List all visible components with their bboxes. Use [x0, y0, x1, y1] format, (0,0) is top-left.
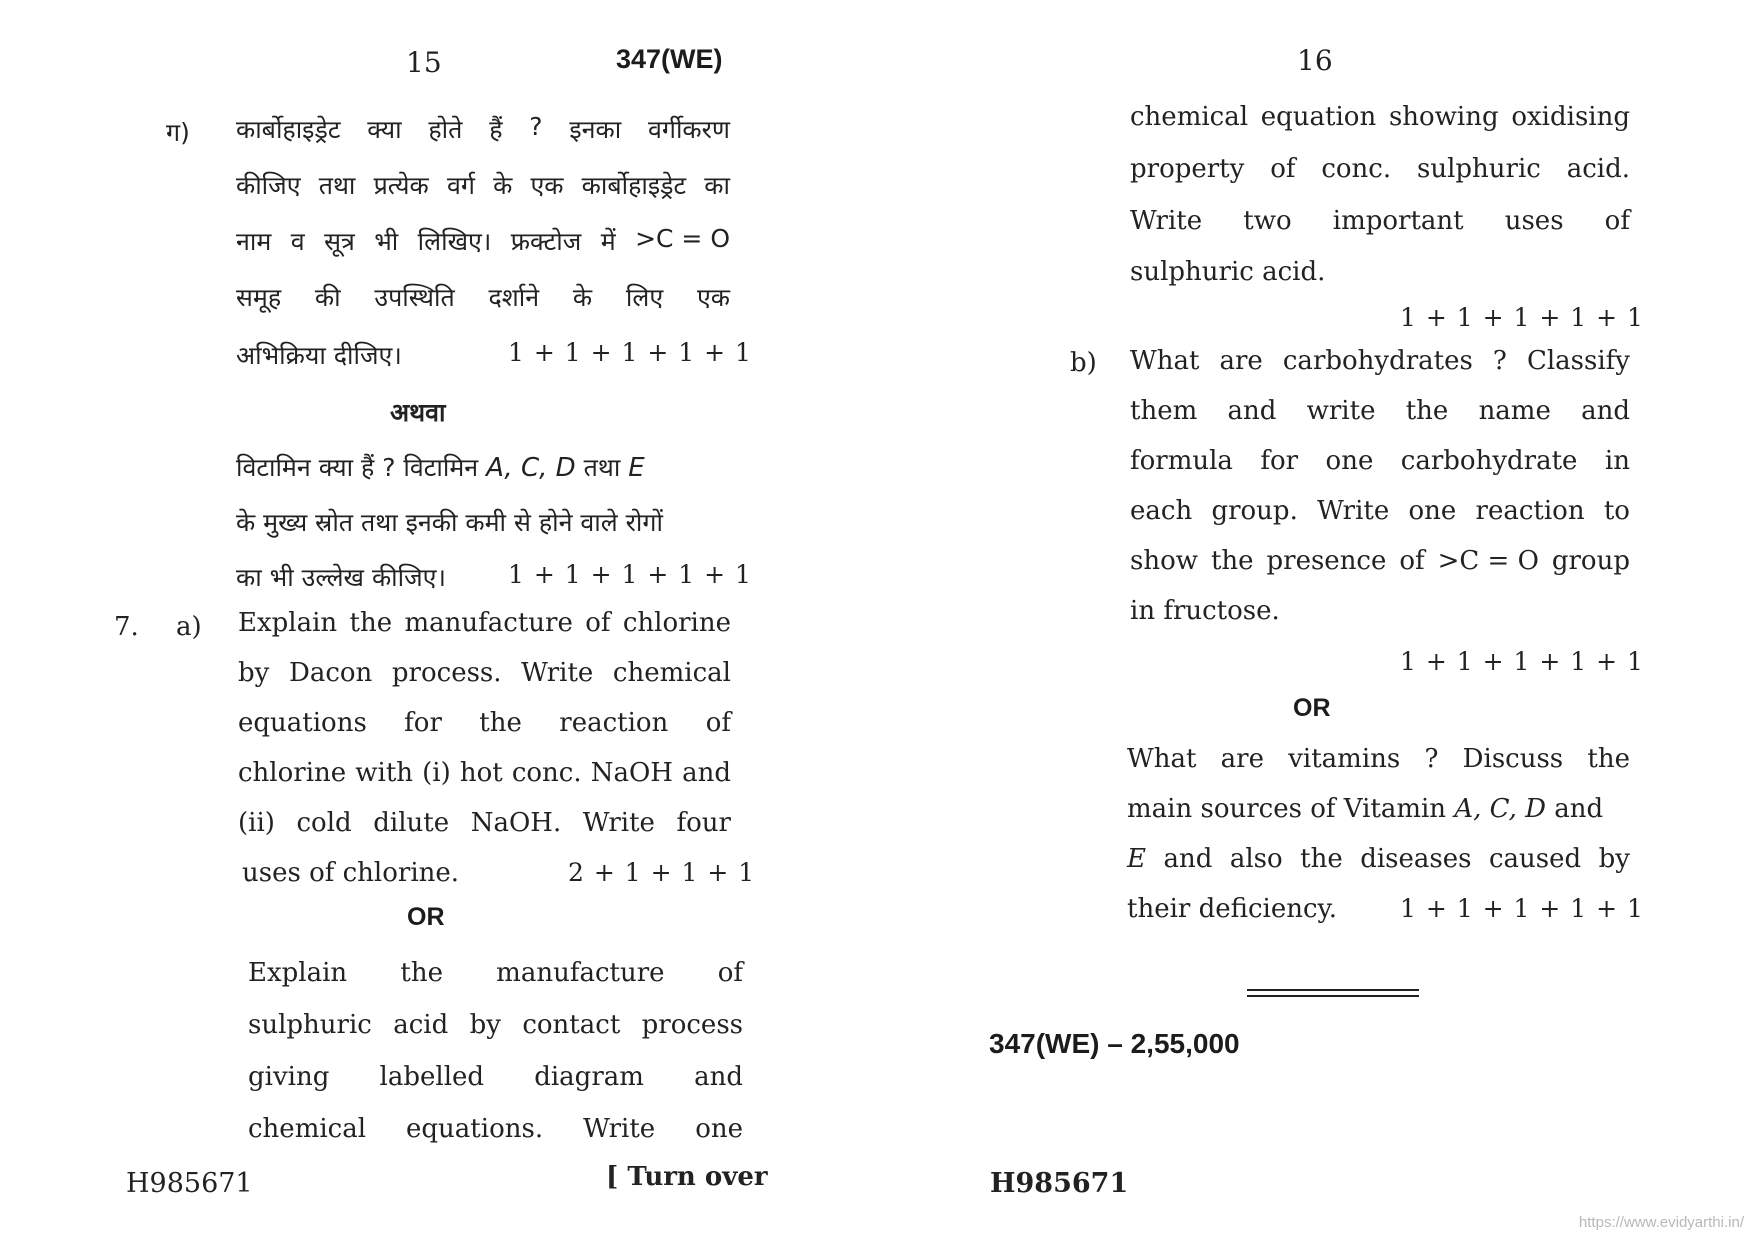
- word: and: [1227, 396, 1277, 426]
- word: chlorine: [238, 758, 347, 788]
- word: Classify: [1526, 346, 1630, 376]
- word: दर्शाने: [488, 283, 540, 312]
- word: of: [585, 608, 611, 638]
- word: ?: [1492, 346, 1507, 376]
- word: and: [1581, 396, 1630, 426]
- text-line: [248, 958, 743, 988]
- word: important: [1332, 206, 1464, 236]
- word: the: [1587, 744, 1630, 774]
- word: the: [479, 708, 522, 738]
- word: वर्गीकरण: [647, 115, 730, 144]
- text-line: their deficiency.: [1127, 894, 1338, 924]
- word: the: [400, 958, 443, 988]
- text-line: sulphuric acid.: [1130, 257, 1326, 287]
- word: the: [1405, 396, 1449, 426]
- word: carbohydrate: [1400, 446, 1578, 476]
- word: diseases: [1360, 844, 1472, 874]
- word: vitamins: [1288, 744, 1401, 774]
- word: and: [682, 758, 731, 788]
- text-line: E and also the diseases caused by: [1127, 844, 1630, 874]
- question-part: a): [176, 612, 202, 642]
- word: ?: [529, 112, 543, 141]
- watermark-url: https://www.evidyarthi.in/: [1578, 1214, 1744, 1231]
- word: sulphuric: [1416, 154, 1541, 184]
- word: contact: [522, 1010, 621, 1040]
- text-line: [236, 224, 730, 258]
- word: cold: [296, 808, 352, 838]
- text-line: [238, 758, 731, 788]
- word: process: [641, 1010, 743, 1040]
- word: Write: [582, 808, 655, 838]
- word: Explain: [248, 958, 348, 988]
- word: of: [717, 958, 743, 988]
- question-number: 7.: [114, 612, 139, 642]
- word: by: [1598, 844, 1630, 874]
- word: Write: [521, 658, 594, 688]
- text-line: [248, 1062, 743, 1092]
- word: are: [1219, 346, 1263, 376]
- word: name: [1478, 396, 1551, 426]
- word: Write: [1317, 496, 1390, 526]
- or-heading: OR: [407, 903, 445, 931]
- word: uses: [1504, 206, 1564, 236]
- word: write: [1306, 396, 1376, 426]
- word: फ्रक्टोज: [510, 227, 582, 256]
- or-heading: OR: [1293, 694, 1331, 722]
- text-line: [238, 808, 731, 838]
- word: are: [1220, 744, 1264, 774]
- word: with: [355, 758, 414, 788]
- word: two: [1243, 206, 1292, 236]
- word: कार्बोहाइड्रेट: [581, 171, 687, 200]
- word: conc.: [511, 758, 582, 788]
- word: group: [1551, 546, 1630, 576]
- word: इनका: [569, 115, 622, 144]
- word: NaOH.: [470, 808, 562, 838]
- word: के: [572, 283, 593, 312]
- footer-code: H985671: [990, 1168, 1129, 1199]
- word: chemical: [612, 658, 731, 688]
- word: labelled: [379, 1062, 485, 1092]
- word: हैं: [489, 115, 503, 144]
- text-line: अभिक्रिया दीजिए।: [236, 341, 402, 370]
- word: oxidising: [1511, 102, 1630, 132]
- word: showing: [1388, 102, 1499, 132]
- athwa-heading: अथवा: [390, 398, 446, 427]
- end-rule: [1247, 995, 1419, 997]
- print-code: 347(WE) – 2,55,000: [989, 1028, 1240, 1059]
- header-code: 347(WE): [616, 44, 723, 74]
- text-line: [236, 112, 730, 146]
- word: में: [600, 227, 616, 256]
- text-line: [1130, 154, 1630, 184]
- word: प्रत्येक: [373, 171, 429, 200]
- word: caused: [1488, 844, 1582, 874]
- word: What: [1130, 346, 1200, 376]
- word: सूत्र: [324, 227, 355, 256]
- word: conc.: [1321, 154, 1392, 184]
- word: Dacon: [288, 658, 373, 688]
- word: by: [238, 658, 270, 688]
- footer-code: H985671: [126, 1168, 253, 1199]
- text-line: [1130, 206, 1630, 236]
- word: कार्बोहाइड्रेट: [236, 115, 341, 144]
- word: वर्ग: [446, 171, 475, 200]
- word: each: [1130, 496, 1193, 526]
- word: समूह: [236, 283, 282, 312]
- word: ?: [1424, 744, 1439, 774]
- word: of: [1604, 206, 1630, 236]
- word: (i): [422, 758, 451, 788]
- word: manufacture: [496, 958, 665, 988]
- marks: 1 + 1 + 1 + 1 + 1: [1400, 303, 1644, 332]
- word: the: [1210, 546, 1254, 576]
- word: (ii): [238, 808, 275, 838]
- text-line: [248, 1010, 743, 1040]
- word: for: [1260, 446, 1299, 476]
- marks: 2 + 1 + 1 + 1: [568, 858, 756, 887]
- word: in: [1604, 446, 1630, 476]
- word: लिए: [625, 283, 664, 312]
- question-label: ग): [166, 118, 190, 147]
- word: equations: [238, 708, 367, 738]
- marks: 1 + 1 + 1 + 1 + 1: [1400, 894, 1644, 923]
- word: chlorine: [622, 608, 731, 638]
- word: of: [1270, 154, 1296, 184]
- word: process.: [391, 658, 502, 688]
- word: Write: [1130, 206, 1203, 236]
- word: क्या: [367, 115, 402, 144]
- question-part: b): [1070, 348, 1097, 378]
- end-rule: [1247, 989, 1419, 991]
- text-line: [236, 280, 730, 314]
- word: also: [1229, 844, 1283, 874]
- word: for: [404, 708, 442, 738]
- word: Explain: [238, 608, 338, 638]
- text-line: [1130, 496, 1630, 526]
- word: giving: [248, 1062, 330, 1092]
- text-line: के मुख्य स्रोत तथा इनकी कमी से होने वाले रोगों: [236, 508, 663, 537]
- word: एक: [530, 171, 564, 200]
- word: of: [705, 708, 731, 738]
- page-number: 15: [406, 46, 442, 79]
- text-line: [1130, 396, 1630, 426]
- word: के: [493, 171, 513, 200]
- word: equation: [1260, 102, 1377, 132]
- word: acid: [393, 1010, 449, 1040]
- word: four: [676, 808, 731, 838]
- word: them: [1130, 396, 1198, 426]
- word: reaction: [1475, 496, 1585, 526]
- marks: 1 + 1 + 1 + 1 + 1: [1400, 647, 1644, 676]
- word: by: [469, 1010, 501, 1040]
- word: of: [1399, 546, 1425, 576]
- text-line: [1130, 102, 1630, 132]
- word: one: [1325, 446, 1374, 476]
- word: >C = O: [1437, 546, 1539, 576]
- word: and: [1163, 844, 1213, 874]
- word: formula: [1130, 446, 1233, 476]
- text-line: [238, 608, 731, 638]
- word: acid.: [1566, 154, 1630, 184]
- word: one: [1408, 496, 1457, 526]
- word: व: [290, 227, 305, 256]
- word: and: [694, 1062, 743, 1092]
- turn-over: [ Turn over: [606, 1162, 768, 1192]
- text-line: [1127, 744, 1630, 774]
- marks: 1 + 1 + 1 + 1 + 1: [508, 338, 752, 367]
- text-line: [238, 708, 731, 738]
- word: नाम: [236, 227, 272, 256]
- word: होते: [428, 115, 463, 144]
- text-line: [236, 168, 730, 202]
- word: उपस्थिति: [374, 283, 455, 312]
- word: the: [1300, 844, 1343, 874]
- word: तथा: [318, 171, 356, 200]
- text-line: main sources of Vitamin A, C, D and: [1127, 794, 1604, 824]
- text-line: विटामिन क्या हैं ? विटामिन A, C, D तथा E: [236, 453, 645, 483]
- word: dilute: [373, 808, 450, 838]
- word: Discuss: [1462, 744, 1564, 774]
- word: लिखिए।: [417, 227, 492, 256]
- word: एक: [696, 283, 730, 312]
- text-line: [1130, 346, 1630, 376]
- word: reaction: [559, 708, 669, 738]
- word: diagram: [534, 1062, 644, 1092]
- word: the: [349, 608, 393, 638]
- text-line: [238, 658, 731, 688]
- word: equations.: [406, 1114, 544, 1144]
- text-line: uses of chlorine.: [242, 858, 460, 888]
- word: भी: [374, 227, 399, 256]
- word: का: [704, 171, 730, 200]
- word: की: [314, 283, 341, 312]
- word: >C = O: [635, 224, 730, 253]
- text-line: [248, 1114, 743, 1144]
- word: show: [1130, 546, 1198, 576]
- word: property: [1130, 154, 1245, 184]
- word: one: [695, 1114, 743, 1144]
- text-line: [1130, 546, 1630, 576]
- word: to: [1603, 496, 1630, 526]
- text-line: का भी उल्लेख कीजिए।: [236, 563, 446, 592]
- text-line: [1130, 446, 1630, 476]
- word: chemical: [1130, 102, 1249, 132]
- word: sulphuric: [248, 1010, 372, 1040]
- word: Write: [583, 1114, 656, 1144]
- word: What: [1127, 744, 1197, 774]
- word: carbohydrates: [1282, 346, 1473, 376]
- page-number: 16: [1297, 44, 1333, 77]
- word: manufacture: [404, 608, 573, 638]
- right-page: [877, 0, 1754, 1241]
- marks: 1 + 1 + 1 + 1 + 1: [508, 560, 752, 589]
- word: chemical: [248, 1114, 367, 1144]
- word: presence: [1266, 546, 1387, 576]
- word: hot: [459, 758, 503, 788]
- text-line: in fructose.: [1130, 596, 1280, 626]
- word: NaOH: [590, 758, 673, 788]
- word: group.: [1211, 496, 1298, 526]
- word: कीजिए: [236, 171, 301, 200]
